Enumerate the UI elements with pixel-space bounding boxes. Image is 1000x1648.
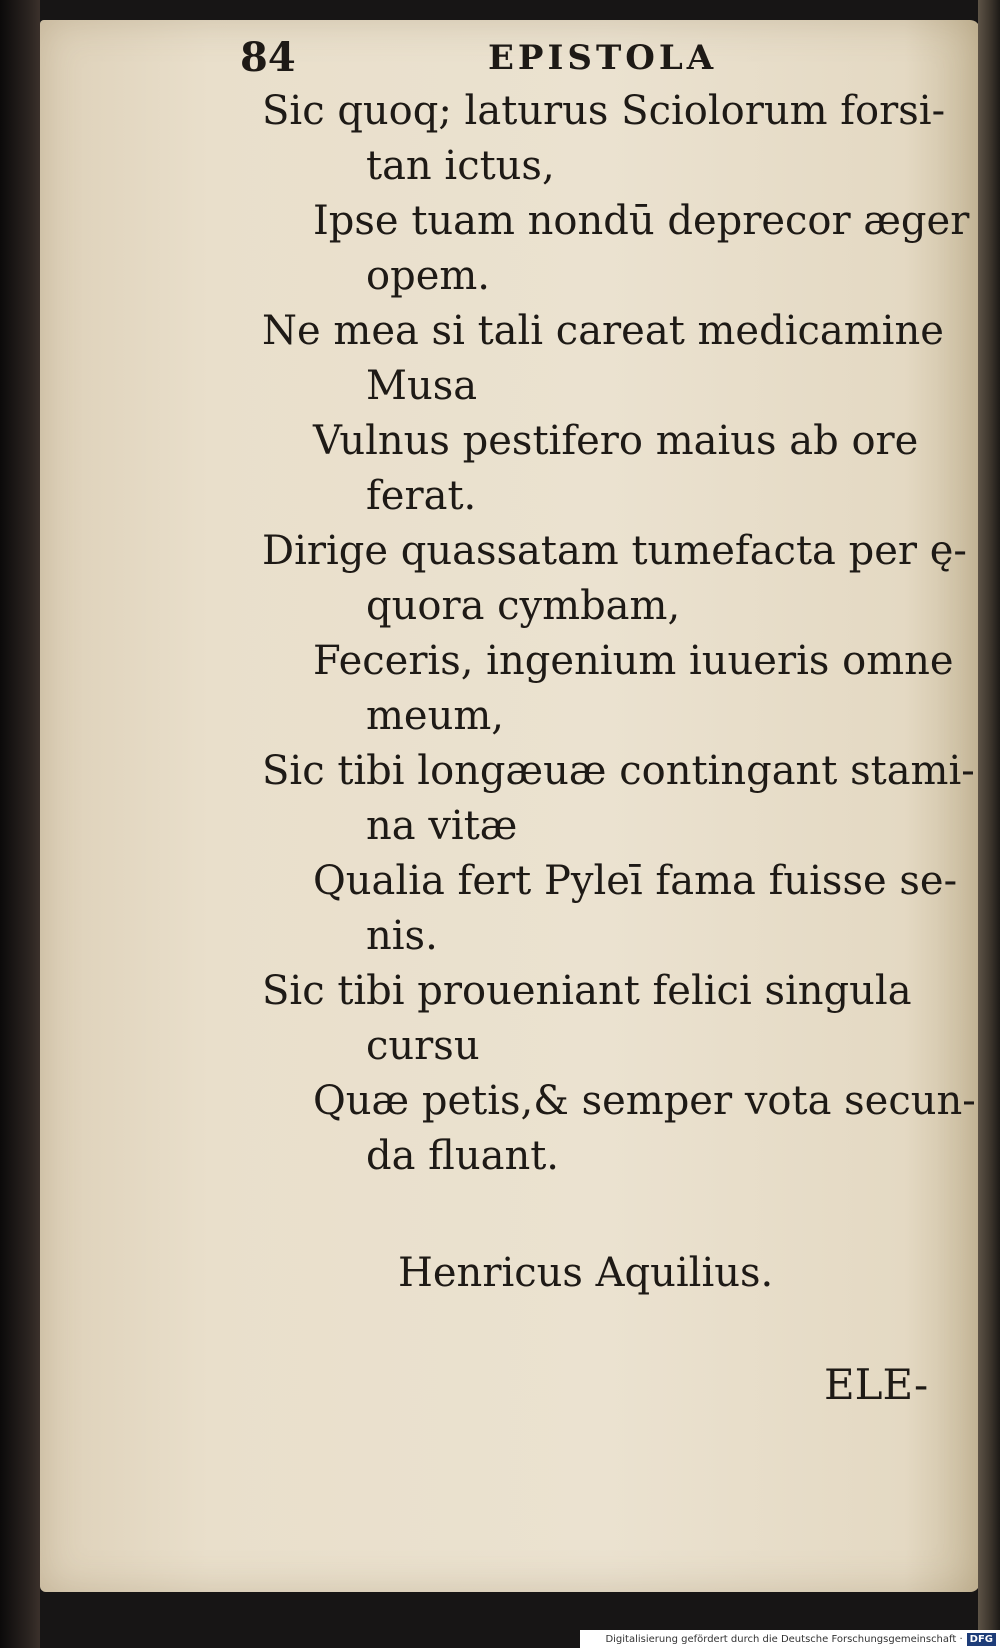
poem-line: da fluant. <box>366 1133 560 1179</box>
digitization-credit-bar <box>580 1630 1000 1648</box>
poem-line: na vitæ <box>366 803 518 849</box>
book-fore-edge <box>978 0 1000 1648</box>
book-spine-shadow <box>0 0 40 1648</box>
poem-line: Musa <box>366 363 478 409</box>
author-signature: Henricus Aquilius. <box>398 1250 774 1296</box>
page-number: 84 <box>240 34 296 81</box>
poem-line: nis. <box>366 913 438 959</box>
poem-line: Vulnus pestifero maius ab ore <box>313 418 919 464</box>
poem-line: Sic tibi longæuæ contingant stami- <box>262 748 975 794</box>
running-head: EPISTOLA <box>488 38 718 78</box>
poem-line: Dirige quassatam tumefacta per ę- <box>262 528 967 574</box>
poem-line: opem. <box>366 253 491 299</box>
poem-line: cursu <box>366 1023 480 1069</box>
poem-line: meum, <box>366 693 505 739</box>
poem-line: ferat. <box>366 473 477 519</box>
poem-line: Sic tibi proueniant felici singula <box>262 968 912 1014</box>
catchword: ELE- <box>824 1360 929 1409</box>
poem-line: Ne mea si tali careat medicamine <box>262 308 944 354</box>
page-header <box>0 34 1000 82</box>
poem-line: Sic quoq; laturus Sciolorum forsi- <box>262 88 946 134</box>
poem-line: Qualia fert Pyleī fama fuisse se- <box>313 858 958 904</box>
poem-line: tan ictus, <box>366 143 555 189</box>
poem-line: quora cymbam, <box>366 583 681 629</box>
poem-line: Feceris, ingenium iuueris omne <box>313 638 954 684</box>
poem-line: Quæ petis,& semper vota secun- <box>313 1078 976 1124</box>
digitization-credit-text: Digitalisierung gefördert durch die Deutsche Forschungsgemeinschaft · <box>605 1633 963 1645</box>
poem-line: Ipse tuam nondū deprecor æger <box>313 198 970 244</box>
dfg-logo: DFG <box>967 1633 996 1646</box>
